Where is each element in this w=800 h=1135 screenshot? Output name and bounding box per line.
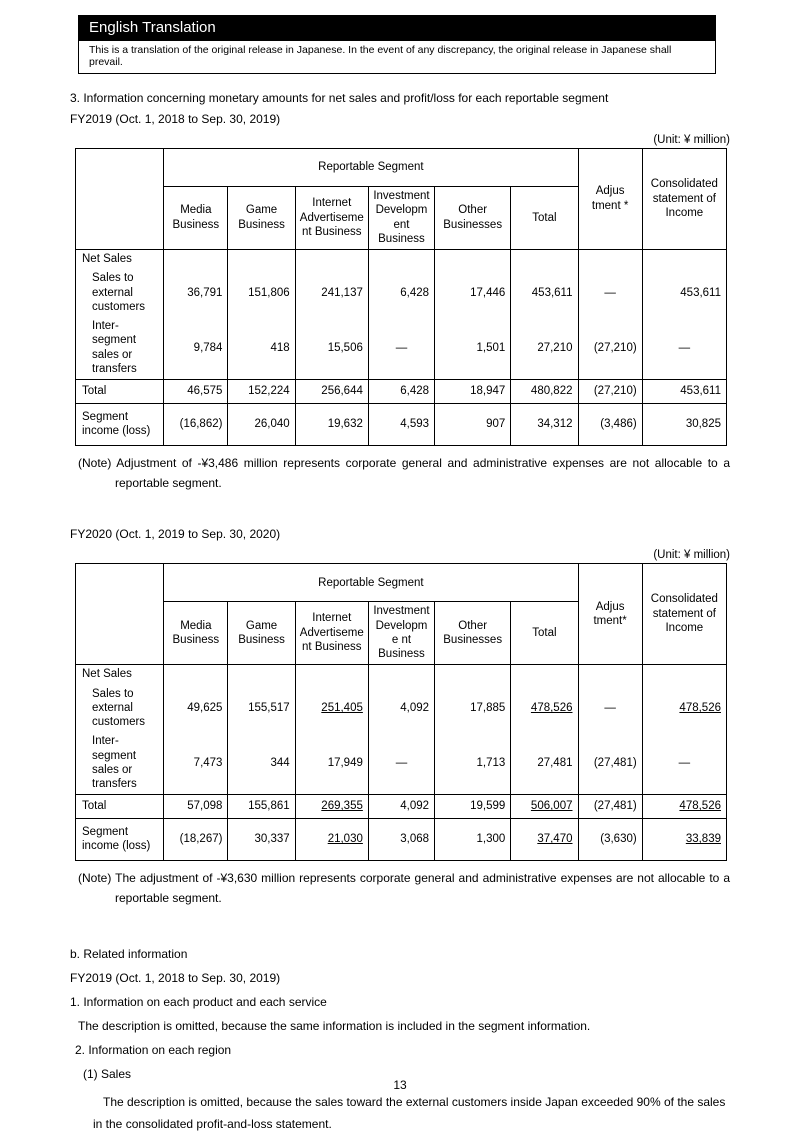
value-cell: 1,713	[435, 732, 511, 794]
value-cell: 1,501	[435, 317, 511, 379]
value-cell: 256,644	[295, 379, 368, 403]
column-header-other: Other Businesses	[435, 602, 511, 665]
fy2019-period: FY2019 (Oct. 1, 2018 to Sep. 30, 2019)	[70, 112, 281, 126]
value-cell: 34,312	[511, 403, 578, 445]
value-cell: 241,137	[295, 269, 368, 317]
empty-cell	[642, 664, 726, 684]
value-cell: 30,337	[228, 818, 295, 860]
value-cell: (3,486)	[578, 403, 642, 445]
fy2020-unit-label: (Unit: ¥ million)	[653, 549, 730, 562]
fy2019-segment-table	[75, 148, 727, 446]
value-cell: 26,040	[228, 403, 295, 445]
empty-cell	[295, 249, 368, 269]
value-cell: 33,839	[642, 818, 726, 860]
value-cell: 30,825	[642, 403, 726, 445]
value-cell: 251,405	[295, 684, 368, 732]
fy2020-note: (Note) The adjustment of -¥3,630 million represents corporate general and administrative expenses are not allocable to a reportable segment.	[78, 870, 730, 906]
value-cell: 4,092	[368, 684, 434, 732]
row-label-sales-external: Sales to external customers	[76, 684, 164, 732]
empty-cell	[435, 249, 511, 269]
value-cell: 1,300	[435, 818, 511, 860]
row-label-total: Total	[76, 794, 164, 818]
value-cell: —	[368, 317, 434, 379]
value-cell: 15,506	[295, 317, 368, 379]
product-service-body: The description is omitted, because the same information is included in the segment information.	[78, 1018, 591, 1033]
value-cell: (27,481)	[578, 732, 642, 794]
row-label-intersegment: Inter-segment sales or transfers	[76, 732, 164, 794]
value-cell: 269,355	[295, 794, 368, 818]
value-cell: 151,806	[228, 269, 295, 317]
value-cell: (27,210)	[578, 317, 642, 379]
empty-cell	[228, 249, 295, 269]
column-header-investment: Investment Developm ent Business	[368, 187, 434, 250]
column-header-investment: Investment Developme nt Business	[368, 602, 434, 665]
column-header-media: Media Business	[164, 187, 228, 250]
empty-cell	[295, 664, 368, 684]
fy2020-segment-table	[75, 563, 727, 861]
value-cell: 478,526	[642, 794, 726, 818]
sales-body: The description is omitted, because the sales toward the external customers inside Japan exceeded 90% of the sales in the consolidated profit-and-loss statement.	[93, 1094, 726, 1131]
row-label-total: Total	[76, 379, 164, 403]
adjustment-header: Adjus tment *	[578, 149, 642, 250]
fy2019-note: (Note) Adjustment of -¥3,486 million represents corporate general and administrative expenses are not allocable to a reportable segment.	[78, 455, 730, 490]
column-header-game: Game Business	[228, 187, 295, 250]
reportable-segment-header: Reportable Segment	[164, 149, 578, 187]
empty-cell	[578, 249, 642, 269]
column-header-total: Total	[511, 602, 578, 665]
table-corner-cell	[76, 149, 164, 250]
empty-cell	[578, 664, 642, 684]
value-cell: 480,822	[511, 379, 578, 403]
value-cell: 344	[228, 732, 295, 794]
empty-cell	[164, 249, 228, 269]
empty-cell	[435, 664, 511, 684]
value-cell: (3,630)	[578, 818, 642, 860]
value-cell: —	[368, 732, 434, 794]
value-cell: 478,526	[511, 684, 578, 732]
value-cell: 17,446	[435, 269, 511, 317]
value-cell: (16,862)	[164, 403, 228, 445]
row-label-segment-income: Segment income (loss)	[76, 403, 164, 445]
value-cell: 418	[228, 317, 295, 379]
table-corner-cell	[76, 564, 164, 665]
consolidated-header: Consolidated statement of Income	[642, 149, 726, 250]
empty-cell	[164, 664, 228, 684]
translation-disclaimer: This is a translation of the original release in Japanese. In the event of any discrepancy, the original release in Japanese shall prevail.	[89, 44, 672, 68]
page-number: 13	[393, 1078, 407, 1092]
fy2019-unit-label: (Unit: ¥ million)	[653, 134, 730, 146]
region-heading: 2. Information on each region	[75, 1042, 232, 1057]
row-label-sales-external: Sales to external customers	[76, 269, 164, 317]
value-cell: 37,470	[511, 818, 578, 860]
value-cell: 19,599	[435, 794, 511, 818]
column-header-media: Media Business	[164, 602, 228, 665]
empty-cell	[368, 249, 434, 269]
value-cell: —	[578, 269, 642, 317]
value-cell: 7,473	[164, 732, 228, 794]
value-cell: (18,267)	[164, 818, 228, 860]
value-cell: 21,030	[295, 818, 368, 860]
row-label-net-sales: Net Sales	[76, 249, 164, 269]
value-cell: (27,481)	[578, 794, 642, 818]
value-cell: 19,632	[295, 403, 368, 445]
value-cell: 18,947	[435, 379, 511, 403]
value-cell: —	[642, 317, 726, 379]
value-cell: 478,526	[642, 684, 726, 732]
section-heading: 3. Information concerning monetary amounts for net sales and profit/loss for each reportable segment	[70, 91, 609, 105]
empty-cell	[511, 664, 578, 684]
value-cell: 6,428	[368, 379, 434, 403]
value-cell: 49,625	[164, 684, 228, 732]
value-cell: —	[642, 732, 726, 794]
value-cell: 453,611	[642, 379, 726, 403]
value-cell: 27,210	[511, 317, 578, 379]
adjustment-header: Adjus tment*	[578, 564, 642, 665]
value-cell: 4,593	[368, 403, 434, 445]
empty-cell	[368, 664, 434, 684]
empty-cell	[511, 249, 578, 269]
value-cell: 453,611	[511, 269, 578, 317]
value-cell: 155,861	[228, 794, 295, 818]
value-cell: 907	[435, 403, 511, 445]
value-cell: 155,517	[228, 684, 295, 732]
value-cell: 453,611	[642, 269, 726, 317]
related-fy2019-period: FY2019 (Oct. 1, 2018 to Sep. 30, 2019)	[70, 970, 281, 985]
value-cell: 17,885	[435, 684, 511, 732]
reportable-segment-header: Reportable Segment	[164, 564, 578, 602]
value-cell: 17,949	[295, 732, 368, 794]
row-label-intersegment: Inter-segment sales or transfers	[76, 317, 164, 379]
value-cell: 152,224	[228, 379, 295, 403]
value-cell: 506,007	[511, 794, 578, 818]
column-header-internet-ad: Internet Advertiseme nt Business	[295, 602, 368, 665]
consolidated-header: Consolidated statement of Income	[642, 564, 726, 665]
value-cell: (27,210)	[578, 379, 642, 403]
value-cell: 46,575	[164, 379, 228, 403]
product-service-heading: 1. Information on each product and each service	[70, 994, 327, 1009]
empty-cell	[228, 664, 295, 684]
sales-heading: (1) Sales	[83, 1066, 132, 1081]
value-cell: 57,098	[164, 794, 228, 818]
value-cell: 27,481	[511, 732, 578, 794]
related-information-heading: b. Related information	[70, 946, 188, 961]
fy2020-period: FY2020 (Oct. 1, 2019 to Sep. 30, 2020)	[70, 527, 281, 542]
value-cell: —	[578, 684, 642, 732]
value-cell: 9,784	[164, 317, 228, 379]
translation-notice-box	[78, 15, 716, 74]
row-label-net-sales: Net Sales	[76, 664, 164, 684]
translation-title: English Translation	[79, 16, 715, 41]
value-cell: 36,791	[164, 269, 228, 317]
empty-cell	[642, 249, 726, 269]
column-header-game: Game Business	[228, 602, 295, 665]
value-cell: 4,092	[368, 794, 434, 818]
column-header-other: Other Businesses	[435, 187, 511, 250]
column-header-total: Total	[511, 187, 578, 250]
row-label-segment-income: Segment income (loss)	[76, 818, 164, 860]
column-header-internet-ad: Internet Advertiseme nt Business	[295, 187, 368, 250]
value-cell: 6,428	[368, 269, 434, 317]
value-cell: 3,068	[368, 818, 434, 860]
